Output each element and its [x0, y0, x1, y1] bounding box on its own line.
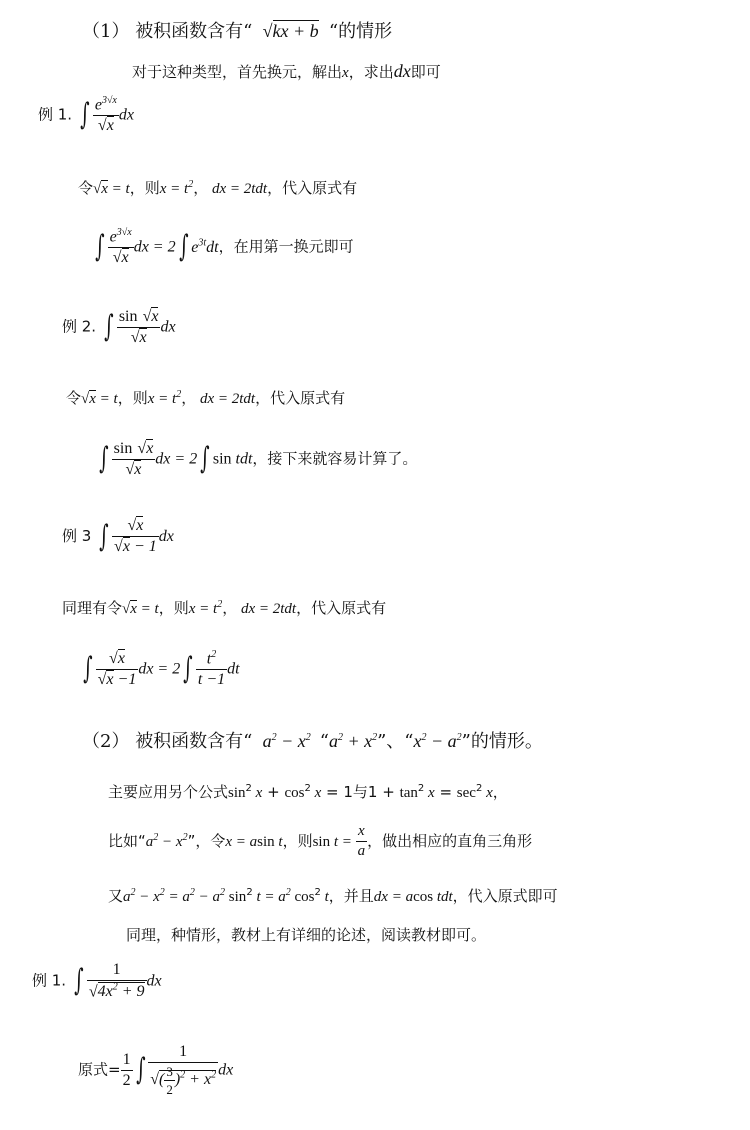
ex2-result: ∫ $\frac{\sin √x}{√x}$ dx = 2 ∫ sin tdt，接下来就容易计算了。: [99, 440, 418, 478]
section1-heading: [82, 22, 392, 41]
ex3-substitution: 同理有令√x = t，则$x = t^2$， dx = 2tdt，代入原式有: [62, 599, 387, 617]
section2-line3: 又$a^2 - x^2 = a^2 - a^2$ $\sin^2 t = a^2$ $\cos^2 t$，并且dx = acos tdt，代入原式即可: [108, 887, 558, 905]
section1-intro: 对于这种类型，首先换元，解出x，求出dx即可: [132, 61, 441, 81]
section2-title: 被积函数含有“: [135, 731, 253, 752]
section2-heading: （2） 被积函数含有“ $a^2 - x^2$ “$a^2 + x^2$”、“$x^2 - a^2$”的情形。: [82, 731, 543, 752]
ex1-problem: 例 1. ∫ $\frac{e^{3√x}}{√x}$ dx: [38, 95, 134, 135]
ex3-problem: 例 3 ∫ $\frac{√x}{√x - 1}$ dx: [62, 517, 174, 555]
section2-line2: 比如“$a^2 - x^2$”，令x = asin t，则sin t = $\frac{x}{a}$ ，做出相应的直角三角形: [108, 823, 533, 859]
ex1-label: 例 1.: [38, 105, 73, 124]
section2-line1: 主要应用另个公式$\sin^2 x + \cos^2 x = 1$与$1 + \tan^2 x = \sec^2 x$，: [108, 783, 508, 801]
ex4-label: 例 1.: [32, 971, 67, 990]
ex3-result: ∫ $\frac{√x}{√x -1}$ dx = 2 ∫ $\frac{t^2}{t -1}$ dt: [83, 649, 240, 689]
section1-title-end: “的情形: [328, 21, 393, 42]
ex4-yuanshi: 原式= $\frac{1}{2}$ ∫ 1 √( $\frac{3}{2}$ )$^2 + x^2$ dx: [78, 1043, 234, 1097]
ex3-label: 例 3: [62, 527, 92, 545]
section1-math: √kx + b: [258, 21, 319, 41]
section2-line4: 同理，种情形，教材上有详细的论述，阅读教材即可。: [126, 926, 487, 944]
section1-number: （1）: [82, 21, 130, 42]
ex4-problem: 例 1. ∫ $\frac{1}{√4x^2 + 9}$ dx: [32, 961, 162, 1001]
section2-number: （2）: [82, 731, 130, 752]
ex1-result: ∫ $\frac{e^{3√x}}{√x}$ dx = 2 ∫ $e^{3t}dt$，在用第一换元即可: [95, 227, 354, 267]
ex2-substitution: 令√x = t，则$x = t^2$， dx = 2tdt，代入原式有: [66, 389, 346, 407]
ex2-label: 例 2.: [62, 317, 97, 336]
section1-title: 被积函数含有“: [135, 21, 253, 42]
ex1-substitution: 令√x = t，则$x = t^2$， dx = 2tdt，代入原式有: [78, 179, 358, 197]
ex2-problem: 例 2. ∫ $\frac{\sin √x}{√x}$ dx: [62, 308, 176, 346]
